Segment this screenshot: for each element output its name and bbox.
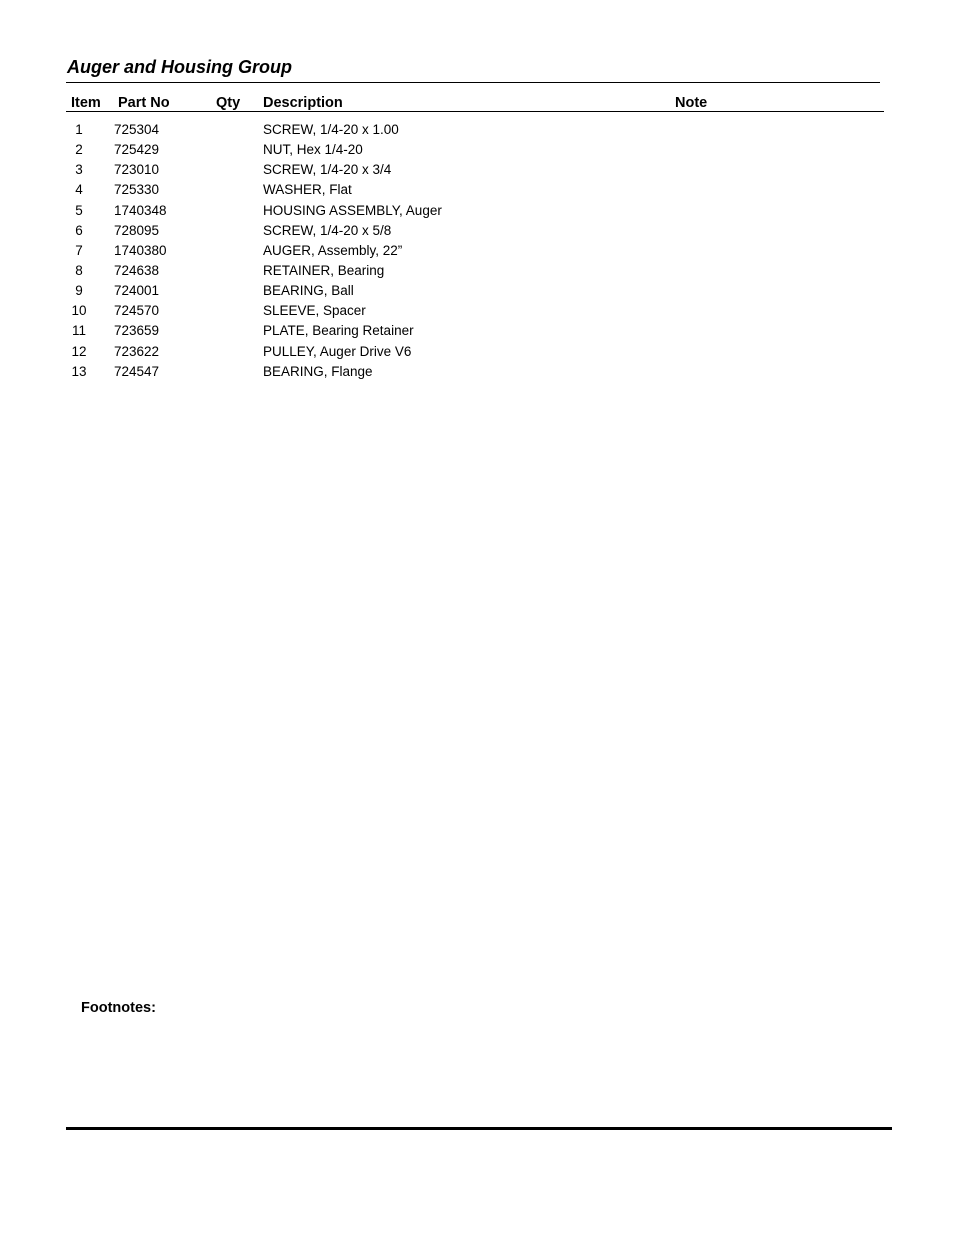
table-row <box>0 301 954 321</box>
table-header <box>0 94 954 112</box>
header-divider <box>66 111 884 112</box>
row-item: 10 <box>71 303 87 319</box>
row-description: SLEEVE, Spacer <box>263 303 366 319</box>
parts-table-body <box>0 120 954 382</box>
row-description: SCREW, 1/4-20 x 5/8 <box>263 222 392 238</box>
header-note: Note <box>675 95 708 111</box>
row-part-no: 723010 <box>114 162 160 178</box>
table-row <box>0 201 954 221</box>
row-part-no: 1740380 <box>114 242 167 258</box>
row-part-no: 725429 <box>114 142 160 158</box>
row-item: 8 <box>75 262 83 278</box>
row-description: SCREW, 1/4-20 x 1.00 <box>263 122 399 137</box>
title-divider <box>66 82 880 83</box>
table-row <box>0 120 954 140</box>
row-part-no: 723622 <box>114 343 160 359</box>
header-description: Description <box>263 95 343 111</box>
table-row <box>0 140 954 160</box>
table-row <box>0 241 954 261</box>
row-item: 13 <box>71 363 87 379</box>
row-part-no: 725330 <box>114 182 160 198</box>
row-item: 3 <box>75 162 83 178</box>
row-description: BEARING, Flange <box>263 363 373 379</box>
row-description: AUGER, Assembly, 22” <box>263 242 403 258</box>
row-part-no: 724638 <box>114 262 160 278</box>
header-part-no: Part No <box>118 95 170 111</box>
row-item: 11 <box>71 323 86 339</box>
header-item: Item <box>71 95 101 111</box>
table-row <box>0 221 954 241</box>
row-part-no: 724547 <box>114 363 160 379</box>
row-description: HOUSING ASSEMBLY, Auger <box>263 202 442 218</box>
row-description: NUT, Hex 1/4-20 <box>263 142 363 158</box>
row-description: WASHER, Flat <box>263 182 352 198</box>
row-item: 12 <box>71 343 87 359</box>
row-part-no: 1740348 <box>114 202 167 218</box>
table-row <box>0 342 954 362</box>
footnotes-label: Footnotes: <box>81 1000 156 1016</box>
table-row <box>0 160 954 180</box>
row-item: 2 <box>75 142 83 158</box>
table-row <box>0 180 954 200</box>
table-row <box>0 362 954 382</box>
row-description: RETAINER, Bearing <box>263 262 385 278</box>
row-part-no: 724001 <box>114 283 160 299</box>
header-qty: Qty <box>216 95 241 111</box>
table-row <box>0 261 954 281</box>
table-row <box>0 321 954 341</box>
footer-divider <box>66 1127 892 1130</box>
row-part-no: 723659 <box>114 323 160 339</box>
row-item: 9 <box>75 283 83 299</box>
row-item: 7 <box>75 242 83 258</box>
row-item: 5 <box>75 202 83 218</box>
table-row <box>0 281 954 301</box>
row-description: SCREW, 1/4-20 x 3/4 <box>263 162 392 178</box>
row-description: PLATE, Bearing Retainer <box>263 323 414 339</box>
row-item: 1 <box>75 122 83 137</box>
row-part-no: 725304 <box>114 122 160 137</box>
row-part-no: 728095 <box>114 222 160 238</box>
row-item: 6 <box>75 222 83 238</box>
page-title: Auger and Housing Group <box>67 57 292 77</box>
row-part-no: 724570 <box>114 303 160 319</box>
row-item: 4 <box>75 182 83 198</box>
row-description: PULLEY, Auger Drive V6 <box>263 343 412 359</box>
row-description: BEARING, Ball <box>263 283 354 299</box>
